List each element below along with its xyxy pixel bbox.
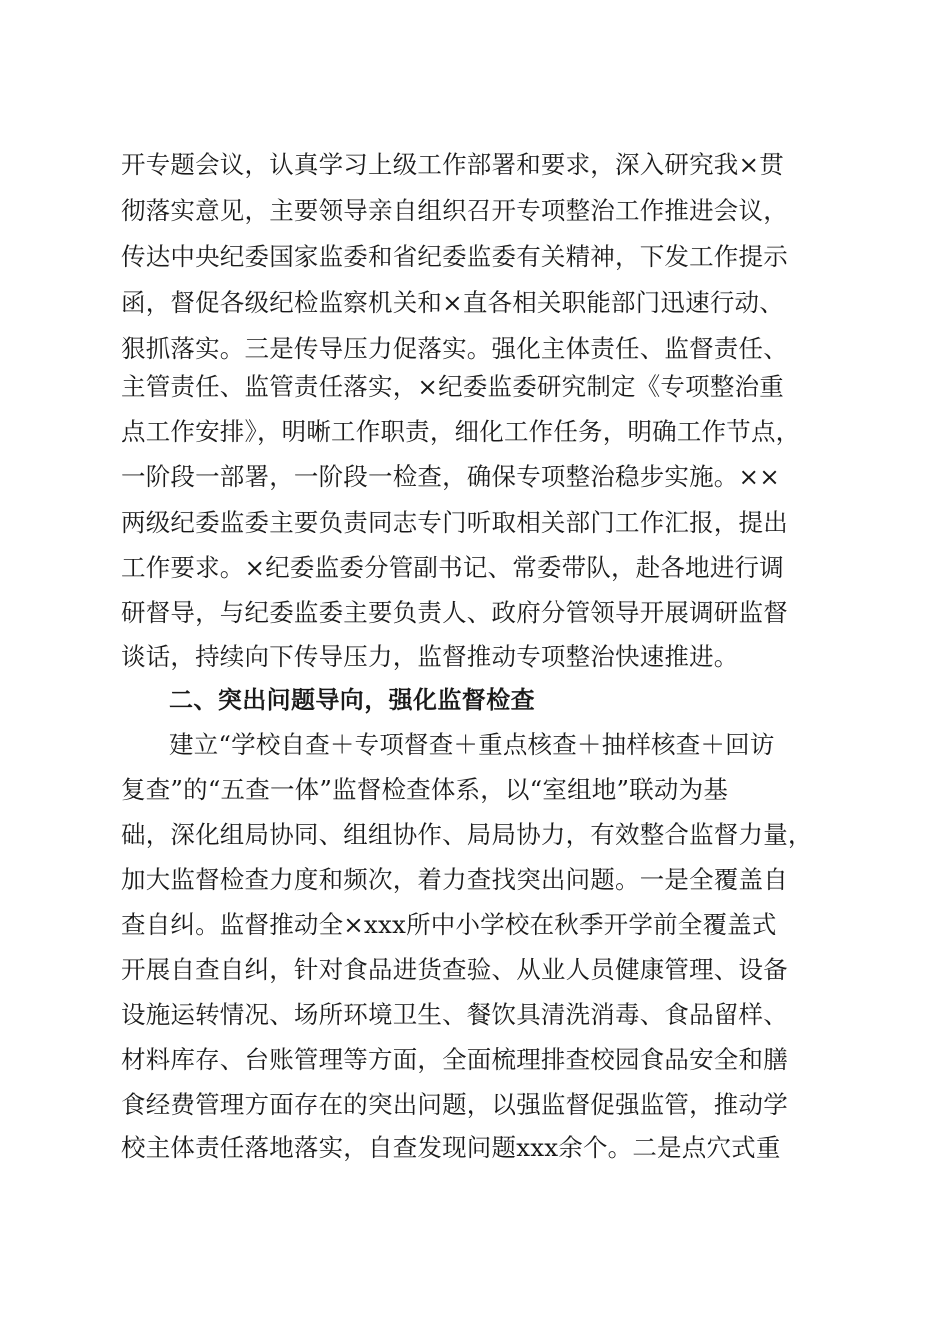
body-text-line: 查自纠。监督推动全×xxx所中小学校在秋季开学前全覆盖式 xyxy=(121,910,777,939)
body-text-line: 狠抓落实。三是传导压力促落实。强化主体责任、监督责任、 xyxy=(121,334,788,363)
body-text-line: 开展自查自纠，针对食品进货查验、从业人员健康管理、设备 xyxy=(121,955,788,984)
body-text-line: 谈话，持续向下传导压力，监督推动专项整治快速推进。 xyxy=(121,642,739,671)
body-text-line: 函，督促各级纪检监察机关和×直各相关职能部门迅速行动、 xyxy=(121,288,784,317)
body-text-line: 复查”的“五查一体”监督检查体系，以“室组地”联动为基 xyxy=(121,775,729,804)
paragraph-first-line: 建立“学校自查＋专项督查＋重点核查＋抽样核查＋回访 xyxy=(169,730,775,759)
body-text-line: 两级纪委监委主要负责同志专门听取相关部门工作汇报，提出 xyxy=(121,508,788,537)
body-text-line: 一阶段一部署，一阶段一检查，确保专项整治稳步实施。×× xyxy=(121,462,780,491)
body-text-line: 校主体责任落地落实，自查发现问题xxx余个。二是点穴式重 xyxy=(121,1133,781,1162)
body-text-line: 加大监督检查力度和频次，着力查找突出问题。一是全覆盖自 xyxy=(121,865,788,894)
body-text-line: 开专题会议，认真学习上级工作部署和要求，深入研究我×贯 xyxy=(121,150,784,179)
body-text-line: 彻落实意见，主要领导亲自组织召开专项整治工作推进会议， xyxy=(121,196,788,225)
body-text-line: 传达中央纪委国家监委和省纪委监委有关精神，下发工作提示 xyxy=(121,242,788,271)
body-text-line: 设施运转情况、场所环境卫生、餐饮具清洗消毒、食品留样、 xyxy=(121,1000,788,1029)
section-heading: 二、突出问题导向，强化监督检查 xyxy=(169,686,535,714)
body-text-line: 研督导，与纪委监委主要负责人、政府分管领导开展调研监督 xyxy=(121,598,788,627)
body-text-line: 材料库存、台账管理等方面，全面梳理排查校园食品安全和膳 xyxy=(121,1045,788,1074)
body-text-line: 础，深化组局协同、组组协作、局局协力，有效整合监督力量， xyxy=(121,820,813,849)
body-text-line: 主管责任、监管责任落实，×纪委监委研究制定《专项整治重 xyxy=(121,372,784,401)
body-text-line: 食经费管理方面存在的突出问题，以强监督促强监管，推动学 xyxy=(121,1090,788,1119)
body-text-line: 点工作安排》，明晰工作职责，细化工作任务，明确工作节点， xyxy=(121,417,801,446)
body-text-line: 工作要求。×纪委监委分管副书记、常委带队，赴各地进行调 xyxy=(121,553,784,582)
